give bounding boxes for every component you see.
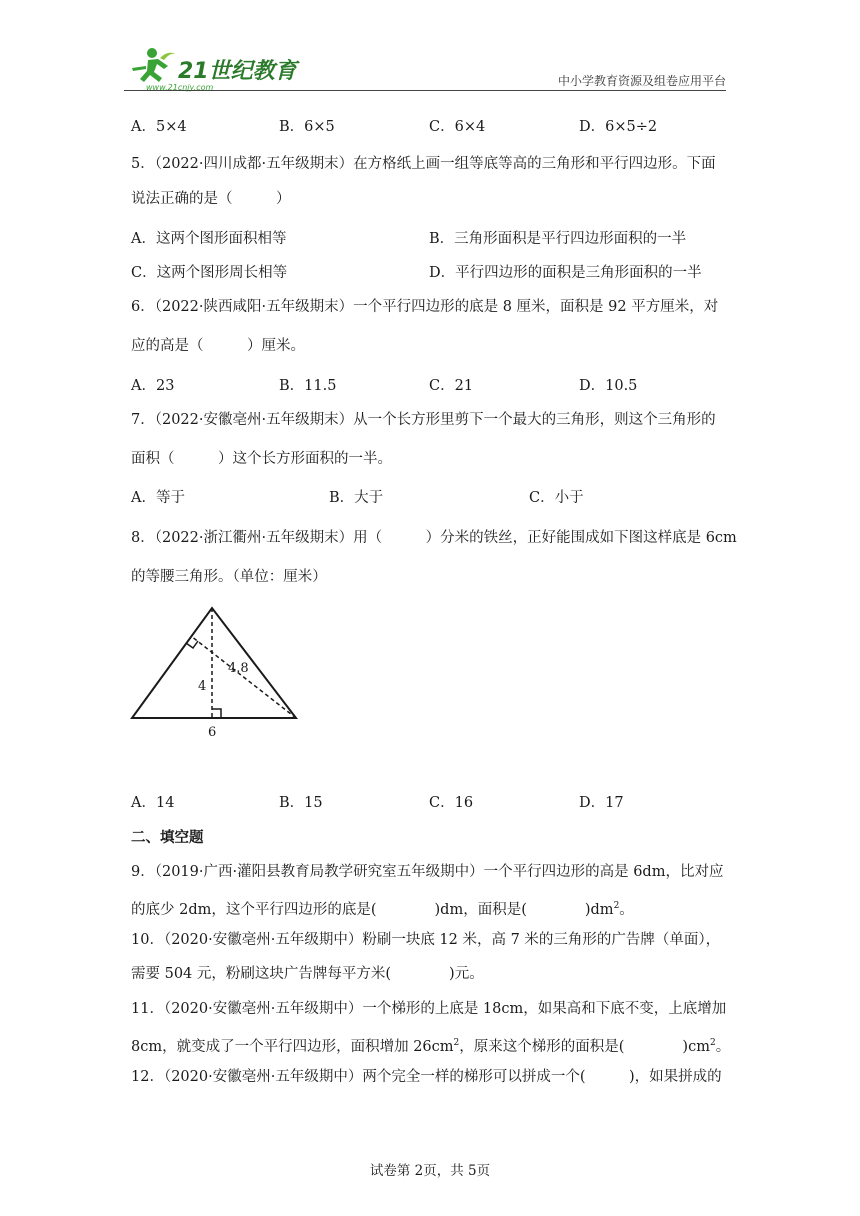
page-footer: 试卷第 2页，共 5页 bbox=[369, 1163, 491, 1179]
triangle-outline bbox=[132, 608, 296, 718]
q5-text-line1: 5．（2022·四川成都·五年级期末）在方格纸上画一组等底等高的三角形和平行四边形。下面 bbox=[131, 156, 716, 172]
q7-option-a: A．等于 bbox=[131, 490, 185, 506]
q7-option-b: B．大于 bbox=[329, 490, 384, 506]
q7-text-line2: 面积（ ）这个长方形面积的一半。 bbox=[131, 451, 392, 467]
21cnjy-logo bbox=[124, 44, 324, 94]
q4-option-c: C．6×4 bbox=[429, 119, 486, 135]
q5-option-d: D．平行四边形的面积是三角形面积的一半 bbox=[429, 265, 702, 281]
label-base: 6 bbox=[208, 725, 217, 740]
q4-option-b: B．6×5 bbox=[279, 119, 335, 135]
q6-option-b: B．11.5 bbox=[279, 378, 337, 394]
q7-text-line1: 7．（2022·安徽亳州·五年级期末）从一个长方形里剪下一个最大的三角形，则这个三角形的 bbox=[131, 412, 716, 428]
q8-option-c: C．16 bbox=[429, 795, 474, 811]
q11-text-line1: 11．（2020·安徽亳州·五年级期中）一个梯形的上底是 18cm，如果高和下底不变，上底增加 bbox=[131, 1001, 727, 1017]
logo-text: 21世纪教育 bbox=[178, 59, 297, 84]
right-angle-mark-base bbox=[212, 709, 221, 718]
q4-option-a: A．5×4 bbox=[131, 119, 187, 135]
header-divider bbox=[124, 90, 726, 91]
label-height: 4 bbox=[198, 679, 207, 694]
q5-option-b: B．三角形面积是平行四边形面积的一半 bbox=[429, 231, 687, 247]
q10-text-line2: 需要 504 元，粉刷这块广告牌每平方米( )元。 bbox=[131, 966, 484, 982]
q9-text-line1: 9．（2019·广西·灌阳县教育局教学研究室五年级期中）一个平行四边形的高是 6dm，比对应 bbox=[131, 864, 724, 880]
q6-text-line2: 应的高是（ ）厘米。 bbox=[131, 338, 305, 354]
q7-option-c: C．小于 bbox=[529, 490, 584, 506]
q10-text-line1: 10．（2020·安徽亳州·五年级期中）粉刷一块底 12 米，高 7 米的三角形的广告牌（单面）， bbox=[131, 932, 721, 948]
isosceles-triangle-figure bbox=[128, 604, 300, 740]
q11-text-line2: 8cm，就变成了一个平行四边形，面积增加 $26cm^2$，原来这个梯形的面积是( )$cm^2$。 bbox=[131, 1038, 731, 1055]
q8-option-a: A．14 bbox=[131, 795, 175, 811]
q8-option-b: B．15 bbox=[279, 795, 323, 811]
q6-option-a: A．23 bbox=[131, 378, 175, 394]
q8-option-d: D．17 bbox=[579, 795, 624, 811]
label-side-height: 4.8 bbox=[228, 661, 249, 676]
q5-option-a: A．这两个图形面积相等 bbox=[131, 231, 287, 247]
q6-text-line1: 6．（2022·陕西咸阳·五年级期末）一个平行四边形的底是 8 厘米，面积是 92 平方厘米，对 bbox=[131, 299, 719, 315]
section-heading-fill-blank: 二、填空题 bbox=[131, 829, 204, 846]
q8-text-line2: 的等腰三角形。（单位：厘米） bbox=[131, 569, 327, 585]
q5-text-line2: 说法正确的是（ ） bbox=[131, 191, 291, 207]
q5-option-c: C．这两个图形周长相等 bbox=[131, 265, 288, 281]
q6-option-d: D．10.5 bbox=[579, 378, 638, 394]
page-header bbox=[124, 40, 726, 92]
q4-option-d: D．6×5÷2 bbox=[579, 119, 658, 135]
q9-text-line2: 的底少 2dm，这个平行四边形的底是( )dm，面积是( )$dm^2$。 bbox=[131, 901, 634, 918]
logo-url: www.21cnjy.com bbox=[146, 83, 214, 92]
q8-text-line1: 8．（2022·浙江衢州·五年级期末）用（ ）分米的铁丝，正好能围成如下图这样底是 6cm bbox=[131, 530, 737, 546]
platform-name: 中小学教育资源及组卷应用平台 bbox=[557, 74, 726, 88]
q12-text-line1: 12．（2020·安徽亳州·五年级期中）两个完全一样的梯形可以拼成一个( )，如果拼成的 bbox=[131, 1069, 722, 1085]
q6-option-c: C．21 bbox=[429, 378, 474, 394]
